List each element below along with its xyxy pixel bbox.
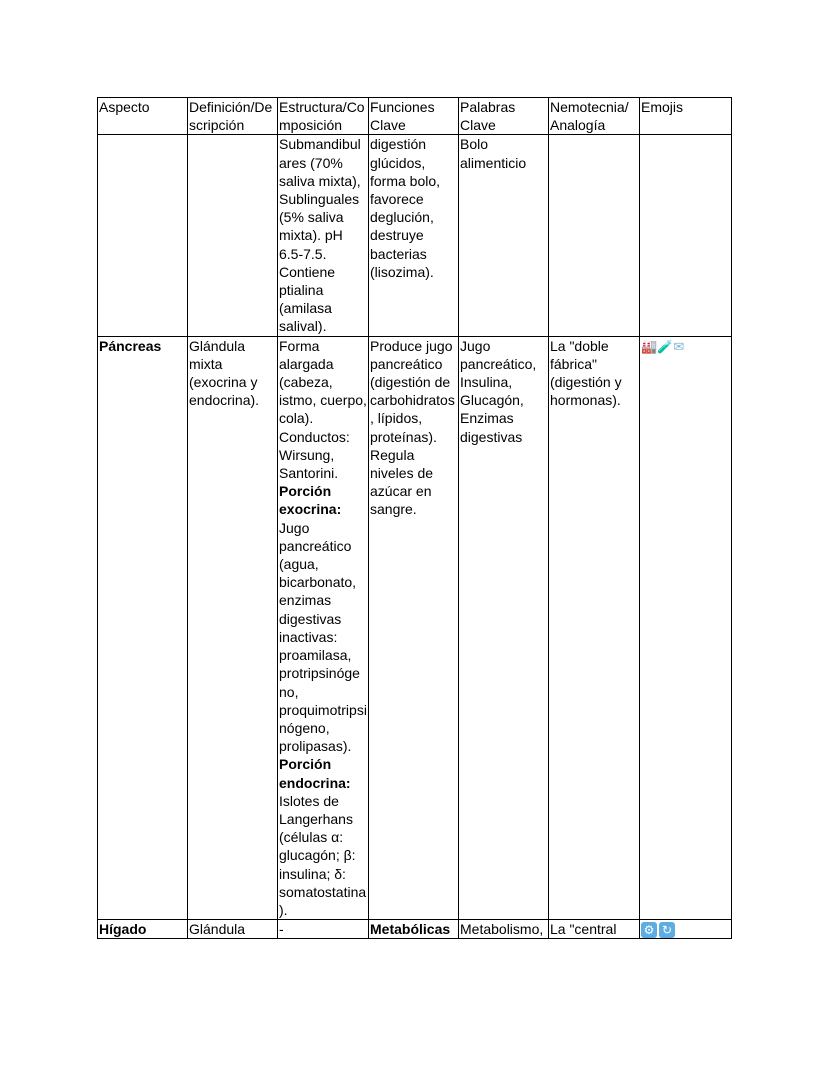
cell-nemotecnia: La "doble fábrica" (digestión y hormonas). — [549, 336, 640, 920]
header-emojis: Emojis — [640, 98, 732, 135]
envelope-icon: ✉ — [673, 338, 685, 354]
cell-emojis — [640, 336, 732, 920]
header-nemotecnia: Nemotecnia/ Analogía — [549, 98, 640, 135]
organ-table — [97, 97, 732, 939]
cell-palabras: Jugo pancreático, Insulina, Glucagón, Enzimas digestivas — [459, 336, 549, 920]
exocrina-text: Jugo pancreático (agua, bicarbonato, enzimas digestivas inactivas: proamilasa, protripsinógeno, proquimotripsinógeno, prolipasas). — [279, 519, 367, 755]
endocrina-text: Islotes de Langerhans (células α: glucagón; β: insulina; δ: somatostatina). — [279, 792, 367, 918]
header-definicion: Definición/Descripción — [188, 98, 278, 135]
factory-icon: 🏭 — [641, 338, 658, 354]
cell-definicion — [188, 135, 278, 336]
cell-funciones: digestión glúcidos, forma bolo, favorece deglución, destruye bacterias (lisozima). — [369, 135, 459, 336]
cell-estructura: Submandibulares (70% saliva mixta), Sublinguales (5% saliva mixta). pH 6.5-7.5. Contiene ptialina (amilasa salival). — [278, 135, 369, 336]
cell-definicion: Glándula mixta (exocrina y endocrina). — [188, 336, 278, 920]
cell-estructura — [278, 336, 369, 920]
cell-palabras: Metabolismo, — [459, 920, 549, 939]
gear-icon: ⚙ — [641, 922, 657, 938]
cell-funciones: Produce jugo pancreático (digestión de carbohidratos, lípidos, proteínas). Regula niveles de azúcar en sangre. — [369, 336, 459, 920]
cell-estructura: - — [278, 920, 369, 939]
cell-palabras: Bolo alimenticio — [459, 135, 549, 336]
table-row — [98, 135, 732, 336]
test-tube-icon: 🧪 — [657, 338, 674, 354]
cell-emojis — [640, 135, 732, 336]
header-funciones: Funciones Clave — [369, 98, 459, 135]
table-row — [98, 920, 732, 939]
header-estructura: Estructura/Composición — [278, 98, 369, 135]
cycle-icon: ↻ — [659, 922, 675, 938]
table-row — [98, 336, 732, 920]
cell-aspecto: Hígado — [98, 920, 188, 939]
cell-funciones: Metabólicas — [369, 920, 459, 939]
cell-nemotecnia — [549, 135, 640, 336]
exocrina-label: Porción exocrina: — [279, 483, 342, 518]
cell-aspecto — [98, 135, 188, 336]
header-palabras: Palabras Clave — [459, 98, 549, 135]
document-page — [97, 97, 731, 939]
cell-nemotecnia: La "central — [549, 920, 640, 939]
cell-emojis — [640, 920, 732, 939]
header-aspecto: Aspecto — [98, 98, 188, 135]
endocrina-label: Porción endocrina: — [279, 756, 351, 791]
cell-definicion: Glándula — [188, 920, 278, 939]
table-header-row — [98, 98, 732, 135]
estructura-intro: Forma alargada (cabeza, istmo, cuerpo, cola). Conductos: Wirsung, Santorini. — [279, 337, 367, 482]
cell-aspecto: Páncreas — [98, 336, 188, 920]
